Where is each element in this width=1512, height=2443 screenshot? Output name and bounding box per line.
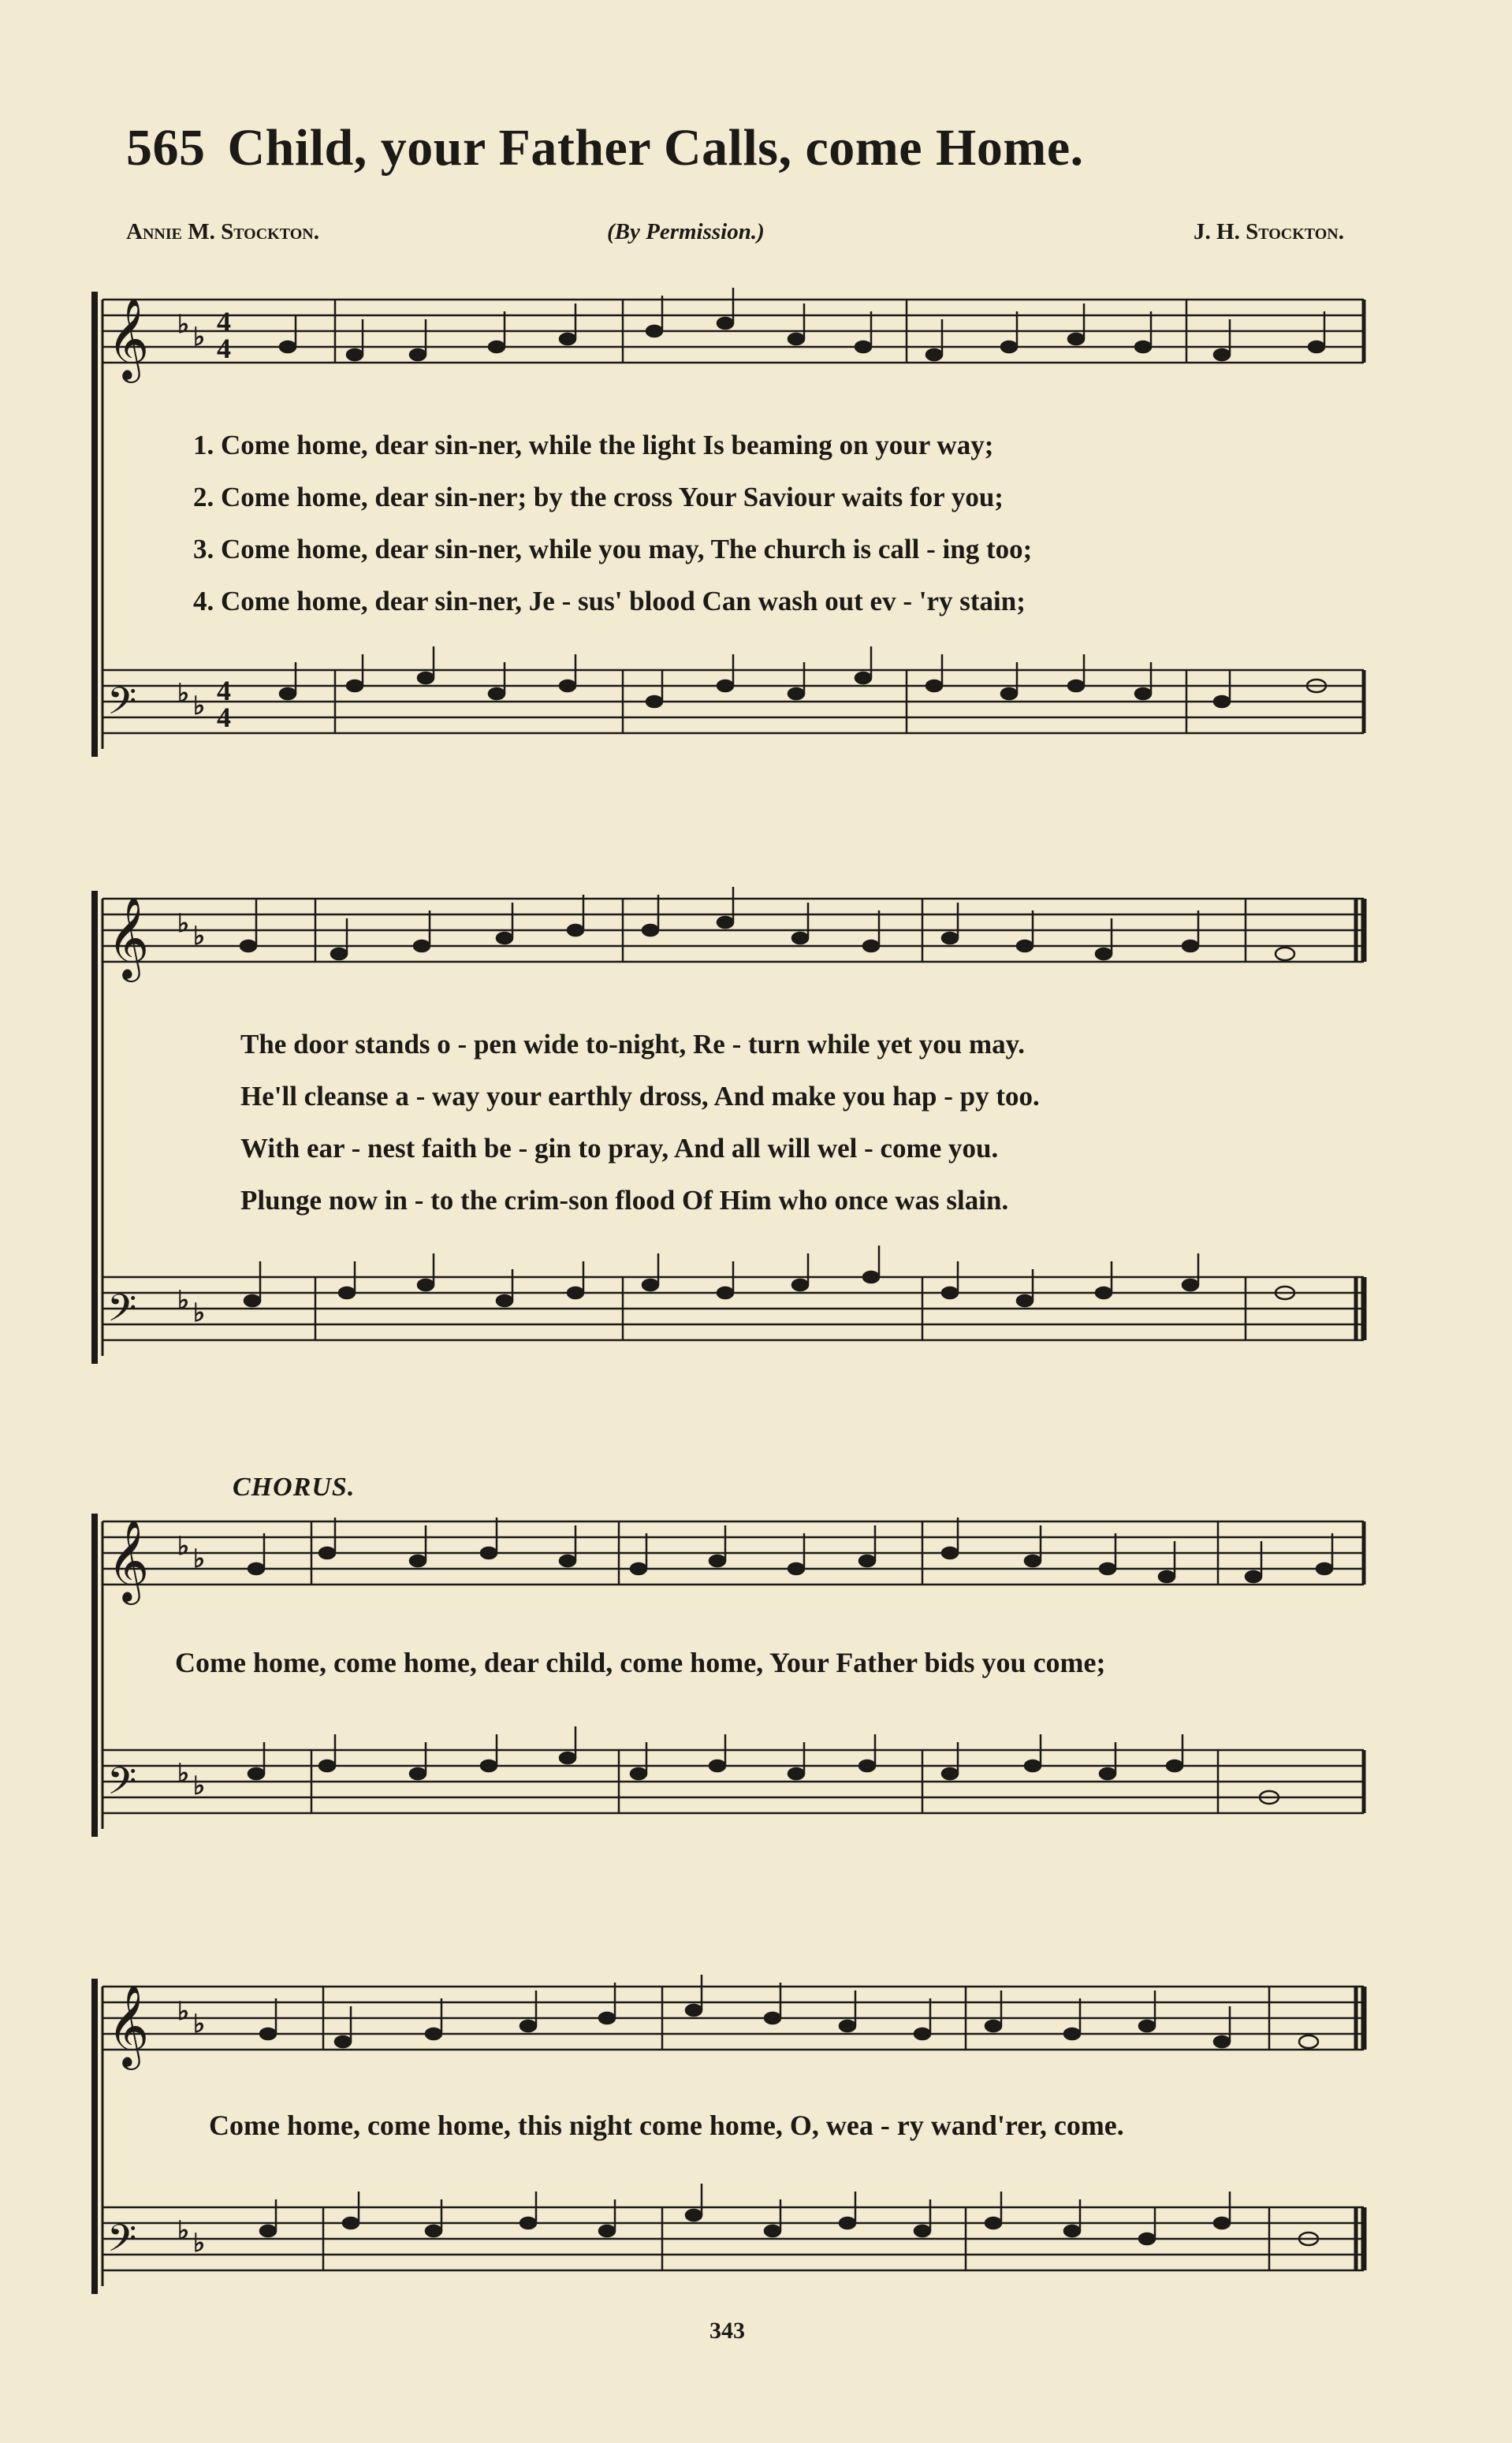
verse-2-line-b: He'll cleanse a - way your earthly dross, And make you hap - py too.	[240, 1081, 1040, 1112]
music-system-4	[87, 1971, 1368, 2302]
svg-text:♭: ♭	[177, 909, 190, 937]
composer-credit: J. H. Stockton.	[1194, 219, 1344, 244]
hymn-title-text: Child, your Father Calls, come Home.	[227, 119, 1084, 177]
svg-text:𝄞: 𝄞	[107, 1519, 150, 1602]
svg-text:4: 4	[217, 306, 231, 337]
credits-line	[126, 219, 1344, 251]
svg-text:𝄞: 𝄞	[107, 297, 150, 380]
staff-notation-1	[87, 284, 1368, 773]
svg-text:♭: ♭	[193, 322, 206, 351]
svg-text:♭: ♭	[177, 1532, 190, 1560]
lyricist-credit: Annie M. Stockton.	[126, 219, 319, 244]
music-system-3	[87, 1506, 1368, 1845]
svg-text:4: 4	[217, 702, 231, 733]
svg-text:♭: ♭	[193, 2229, 206, 2257]
music-system-2	[87, 883, 1368, 1372]
svg-text:♭: ♭	[177, 2216, 190, 2244]
svg-text:𝄢: 𝄢	[107, 1759, 137, 1812]
verse-1-line-a: 1. Come home, dear sin-ner, while the light Is beaming on your way;	[193, 430, 994, 460]
svg-text:4: 4	[217, 675, 231, 706]
verse-3-line-a: 3. Come home, dear sin-ner, while you may, The church is call - ing too;	[193, 534, 1033, 564]
verse-2-line-a: 2. Come home, dear sin-ner; by the cross Your Saviour waits for you;	[193, 482, 1004, 512]
staff-notation-2	[87, 883, 1368, 1372]
svg-text:♭: ♭	[193, 2009, 206, 2038]
svg-text:♭: ♭	[193, 922, 206, 950]
music-system-1	[87, 284, 1368, 773]
svg-text:♭: ♭	[193, 691, 206, 720]
verse-4-line-a: 4. Come home, dear sin-ner, Je - sus' blood Can wash out ev - 'ry stain;	[193, 586, 1026, 616]
svg-text:♭: ♭	[177, 679, 190, 707]
chorus-line-1: Come home, come home, dear child, come home, Your Father bids you come;	[175, 1647, 1106, 1678]
svg-text:♭: ♭	[193, 1544, 206, 1573]
svg-text:𝄢: 𝄢	[107, 1286, 137, 1339]
hymn-number: 565	[126, 119, 206, 177]
verse-3-line-b: With ear - nest faith be - gin to pray, And all will wel - come you.	[240, 1133, 999, 1164]
svg-text:♭: ♭	[193, 1771, 206, 1800]
verse-1-line-b: The door stands o - pen wide to-night, Re - turn while yet you may.	[240, 1029, 1025, 1060]
svg-text:𝄢: 𝄢	[107, 2216, 137, 2270]
svg-text:♭: ♭	[193, 1298, 206, 1327]
svg-text:𝄞: 𝄞	[107, 896, 150, 979]
hymn-title	[126, 118, 1084, 178]
page-number: 343	[709, 2318, 745, 2344]
svg-text:♭: ♭	[177, 1759, 190, 1787]
verse-4-line-b: Plunge now in - to the crim-son flood Of Him who once was slain.	[240, 1185, 1009, 1216]
chorus-label: CHORUS.	[233, 1473, 356, 1502]
svg-text:♭: ♭	[177, 1286, 190, 1314]
svg-text:𝄞: 𝄞	[107, 1984, 150, 2067]
svg-text:4: 4	[217, 333, 231, 364]
svg-text:♭: ♭	[177, 310, 190, 338]
permission-note: (By Permission.)	[607, 219, 765, 244]
svg-text:♭: ♭	[177, 1997, 190, 2025]
svg-text:𝄢: 𝄢	[107, 679, 137, 732]
chorus-line-2: Come home, come home, this night come home, O, wea - ry wand'rer, come.	[209, 2110, 1124, 2141]
